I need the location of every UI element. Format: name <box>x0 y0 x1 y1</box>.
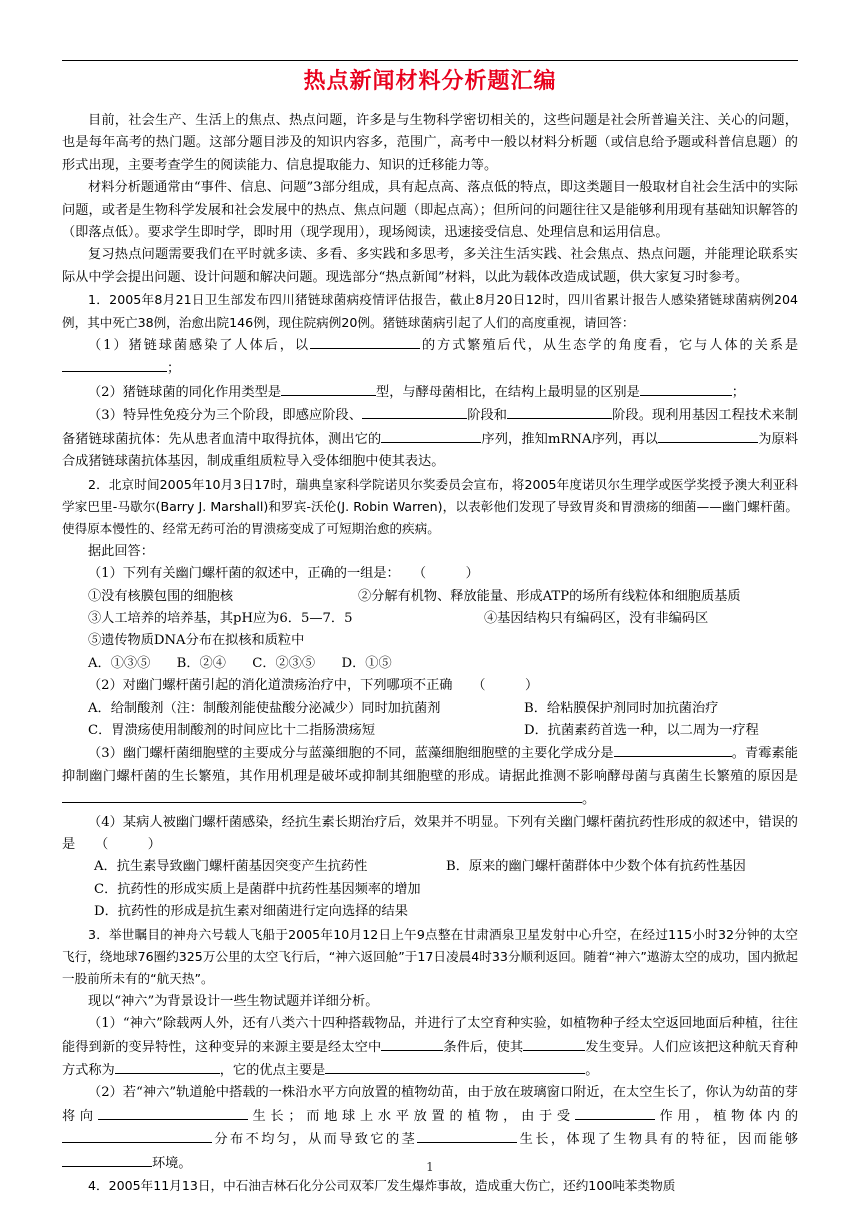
q2-option-2: ②分解有机物、释放能量、形成ATP的场所有线粒体和细胞质基质 <box>358 588 741 604</box>
answer-blank[interactable] <box>575 1105 655 1120</box>
page-number: 1 <box>426 1160 434 1174</box>
header-rule <box>62 60 798 61</box>
q2-4-choice-a: A．抗生素导致幽门螺杆菌基因突变产生抗药性 <box>94 859 368 875</box>
answer-blank[interactable] <box>62 357 167 372</box>
answer-blank[interactable] <box>658 428 758 443</box>
q2-4-choice-d: D．抗药性的形成是抗生素对细菌进行定向选择的结果 <box>94 904 408 920</box>
answer-blank[interactable] <box>507 404 612 419</box>
answer-blank[interactable] <box>325 1059 585 1074</box>
q2-4-choice-b: B．原来的幽门螺杆菌群体中少数个体有抗药性基因 <box>446 859 746 875</box>
q3-part2: （2）若“神六”轨道舱中搭载的一株沿水平方向放置的植物幼苗，由于放在玻璃窗口附近，在太空生长了，你认为幼苗的芽将向 生长；而地球上水平放置的植物，由于受 作用，植物体内的分布不均匀，从而导致它的茎 生长，体现了生物具有的特征，因而能够环境。 <box>62 1085 799 1171</box>
q2-choices-2-row-1 <box>62 698 798 720</box>
answer-blank[interactable] <box>310 334 420 349</box>
answer-blank[interactable] <box>362 404 467 419</box>
q4-stem: 4．2005年11月13日，中石油吉林石化分公司双苯厂发生爆炸事故，造成重大伤亡，还约100吨苯类物质 <box>88 1178 676 1194</box>
q1-stem-tail: 猪链球菌病引起了人们的高度重视，请回答： <box>382 314 635 330</box>
answer-blank[interactable] <box>381 428 481 443</box>
answer-blank[interactable] <box>62 788 582 803</box>
answer-blank[interactable] <box>281 381 376 396</box>
answer-blank[interactable] <box>98 1105 248 1120</box>
q2-option-3: ③人工培养的培养基，其pH应为6．5—7．5 <box>88 610 353 626</box>
q2-choices-1: A．①③⑤ B．②④ C．②③⑤ D．①⑤ <box>88 655 392 671</box>
q2-choice-d: D．抗菌素药首选一种，以二周为一疗程 <box>524 722 759 738</box>
q2-choice-a: A．给制酸剂（注：制酸剂能使盐酸分泌减少）同时加抗菌剂 <box>88 700 441 716</box>
intro-paragraph-1: 目前，社会生产、生活上的焦点、热点问题，许多是与生物科学密切相关的，这些问题是社会所普遍关注、关心的问题，也是每年高考的热门题。这部分题目涉及的知识内容多，范围广，高考中一般以材料分析题（或信息给予题或科普信息题）的形式出现，主要考查学生的阅读能力、信息提取能力、知识的迁移能力等。 <box>62 113 798 173</box>
q2-choices-2-row-2 <box>62 720 798 742</box>
document-body <box>62 110 798 1198</box>
answer-blank[interactable] <box>115 1059 220 1074</box>
q2-sub2: （2）对幽门螺杆菌引起的消化道溃疡治疗中，下列哪项不正确 （ ） <box>88 678 539 694</box>
q2-choice-c: C．胃溃疡使用制酸剂的时间应比十二指肠溃疡短 <box>88 722 376 738</box>
q1-stem: 1．2005年8月21日卫生部发布四川猪链球菌病疫情评估报告，截止8月20日12时，四川省累计报告人感染猪链球菌病例204例，其中死亡38例，治愈出院146例，现住院病例20例。猪链球菌病引起了人们的高度重视，请回答： <box>62 292 798 330</box>
answer-blank[interactable] <box>62 1128 212 1143</box>
q1-part1: （1）猪链球菌感染了人体后，以 的方式繁殖后代，从生态学的角度看，它与人体的关系是； <box>62 334 798 381</box>
answer-blank[interactable] <box>381 1036 443 1051</box>
q3-stem: 3．举世瞩目的神舟六号载人飞船于2005年10月12日上午9点整在甘肃酒泉卫星发射中心升空，在经过115小时32分钟的太空飞行，绕地球76圈约325万公里的太空飞行后，“神六返回舱”于17日凌晨4时33分顺利返回。随着“神六”遨游太空的成功，国内掀起一股前所未有的“航天热”。 <box>62 926 798 987</box>
answer-blank[interactable] <box>614 742 732 757</box>
intro-paragraph-3: 复习热点问题需要我们在平时就多读、多看、多实践和多思考，多关注生活实践、社会焦点、热点问题，并能理论联系实际从中学会提出问题、设计问题和解决问题。现选部分“热点新闻”材料，以此为载体改造成试题，供大家复习时参考。 <box>62 247 798 285</box>
q1-part2: （2）猪链球菌的同化作用类型是 型，与酵母菌相比，在结构上最明显的区别是 ； <box>62 381 798 404</box>
q2-sub1: （1）下列有关幽门螺杆菌的叙述中，正确的一组是： （ ） <box>88 566 479 582</box>
q2-stem: 2．北京时间2005年10月3日17时，瑞典皇家科学院诺贝尔奖委员会宣布，将2005年度诺贝尔生理学或医学奖授予澳大利亚科学家巴里-马歇尔(Barry J. Marshall)和罗宾-沃伦(J. Robin Warren)，以表彰他们发现了导致胃炎和胃溃疡的细菌——幽门螺杆菌。使得原本慢性的、经常无药可治的胃溃疡变成了可短期治愈的疾病。 <box>62 476 798 537</box>
intro-paragraph-2: 材料分析题通常由“事件、信息、问题”3部分组成，具有起点高、落点低的特点，即这类题目一般取材自社会生活中的实际问题，或者是生物科学发展和社会发展中的热点、焦点问题（即起点高）；但所问的问题往往又是能够利用现有基础知识解答的（即落点低）。要求学生即时学，即时用（现学现用），现场阅读，迅速接受信息、处理信息和运用信息。 <box>62 180 798 241</box>
q2-lead: 据此回答： <box>88 543 154 559</box>
page-title: 热点新闻材料分析题汇编 <box>303 69 557 94</box>
answer-blank[interactable] <box>640 381 732 396</box>
q2-options-row-1 <box>62 586 798 608</box>
q2-option-4: ④基因结构只有编码区，没有非编码区 <box>484 610 709 626</box>
answer-blank[interactable] <box>523 1036 585 1051</box>
q2-option-5: ⑤遗传物质DNA分布在拟核和质粒中 <box>88 633 305 649</box>
answer-blank[interactable] <box>417 1128 517 1143</box>
q1-part3: （3）特异性免疫分为三个阶段，即感应阶段、 阶段和 阶段。现利用基因工程技术来制备猪链球菌抗体：先从患者血清中取得抗体，测出它的 序列，推知mRNA序列，再以 为原料合成猪链球菌抗体基因，制成重组质粒导入受体细胞中使其表达。 <box>62 404 798 473</box>
q2-choices-4-row-1 <box>62 856 798 878</box>
q3-lead: 现以“神六”为背景设计一些生物试题并详细分析。 <box>88 993 379 1009</box>
q2-sub4: （4）某病人被幽门螺杆菌感染，经抗生素长期治疗后，效果并不明显。下列有关幽门螺杆菌抗药性形成的叙述中，错误的是 （ ） <box>62 814 798 852</box>
q2-sub3: （3）幽门螺杆菌细胞壁的主要成分与蓝藻细胞的不同，蓝藻细胞细胞壁的主要化学成分是 。青霉素能抑制幽门螺杆菌的生长繁殖，其作用机理是破坏或抑制其细胞壁的形成。请据此推测不影响酵母菌与真菌生长繁殖的原因是。 <box>62 742 798 811</box>
q2-4-choice-c: C．抗药性的形成实质上是菌群中抗药性基因频率的增加 <box>94 881 421 897</box>
q2-option-1: ①没有核膜包围的细胞核 <box>88 588 234 604</box>
q3-part1: （1）“神六”除载两人外，还有八类六十四种搭载物品，并进行了太空育种实验，如植物种子经太空返回地面后种植，往往能得到新的变异特性，这种变异的来源主要是经太空中 条件后，使其 发生变异。人们应该把这种航天育种方式称为 ，它的优点主要是 。 <box>62 1016 799 1079</box>
q2-options-row-2 <box>62 608 798 630</box>
q2-choice-b: B．给粘膜保护剂同时加抗菌治疗 <box>524 700 719 716</box>
